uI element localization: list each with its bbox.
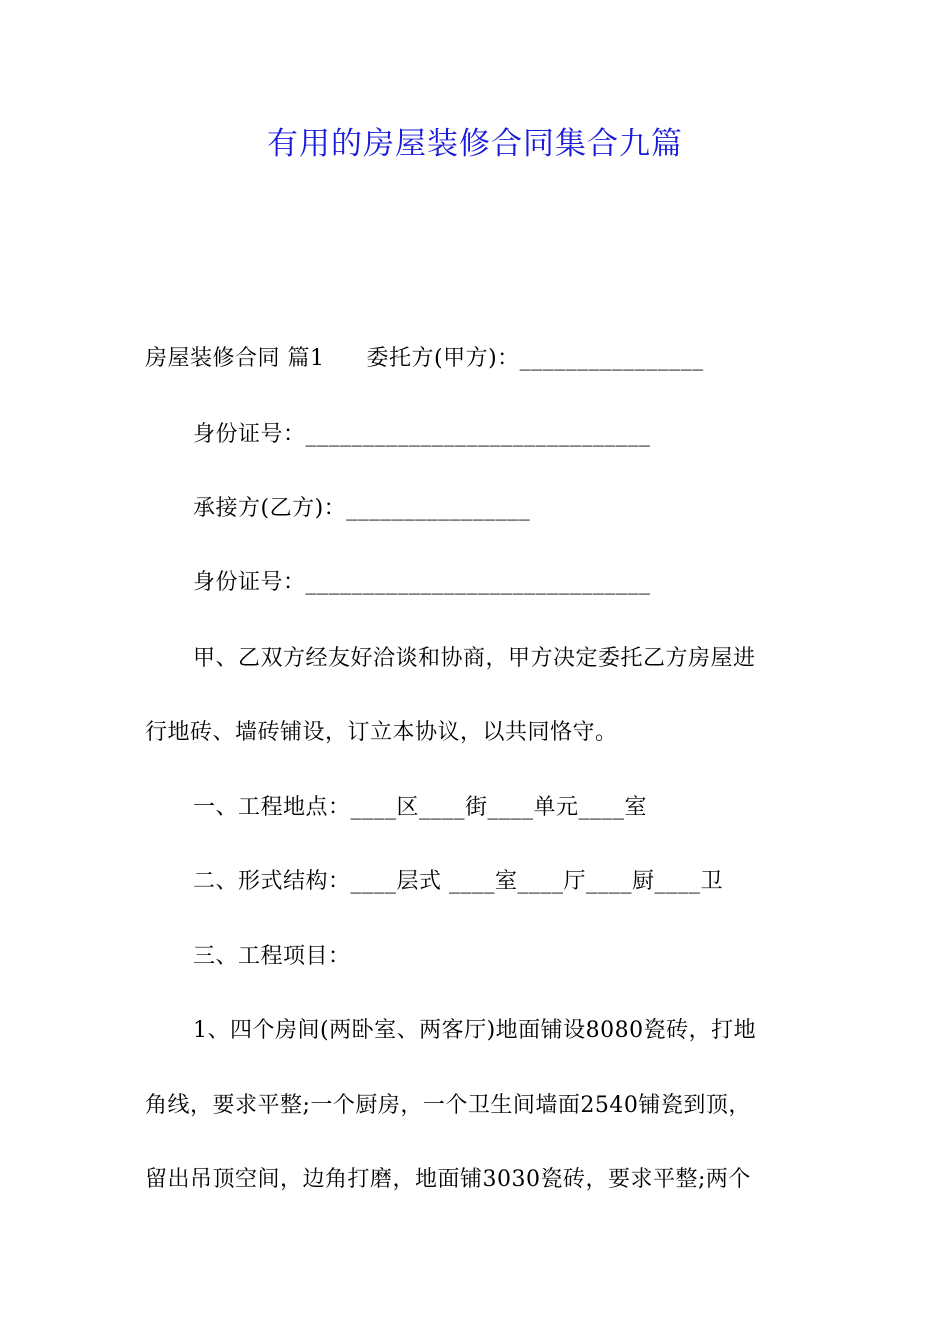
clause-project-items-heading: 三、工程项目： [193, 944, 351, 969]
clause-structure-form: 二、形式结构：____层式 ____室____厅____厨____卫 [193, 869, 723, 894]
document-title: 有用的房屋装修合同集合九篇 [267, 126, 683, 162]
contractor-party-field: 承接方(乙方)：________________ [193, 496, 531, 521]
contractor-id-number-field: 身份证号：______________________________ [193, 570, 651, 595]
paragraph-intro-line-1: 甲、乙双方经友好洽谈和协商，甲方决定委托乙方房屋进 [193, 646, 756, 671]
client-id-number-field: 身份证号：______________________________ [193, 422, 651, 447]
section-heading: 房屋装修合同 篇1 [145, 346, 325, 371]
project-item-1-line-3: 留出吊顶空间，边角打磨，地面铺3030瓷砖，要求平整;两个 [145, 1167, 751, 1192]
project-item-1-line-1: 1、四个房间(两卧室、两客厅)地面铺设8080瓷砖，打地 [193, 1018, 757, 1043]
project-item-1-line-2: 角线，要求平整;一个厨房，一个卫生间墙面2540铺瓷到顶， [145, 1093, 751, 1118]
clause-project-location: 一、工程地点：____区____街____单元____室 [193, 795, 648, 820]
first-line [145, 346, 704, 372]
paragraph-intro-line-2: 行地砖、墙砖铺设，订立本协议，以共同恪守。 [145, 720, 618, 745]
client-party-field: 委托方(甲方)：________________ [366, 346, 704, 371]
